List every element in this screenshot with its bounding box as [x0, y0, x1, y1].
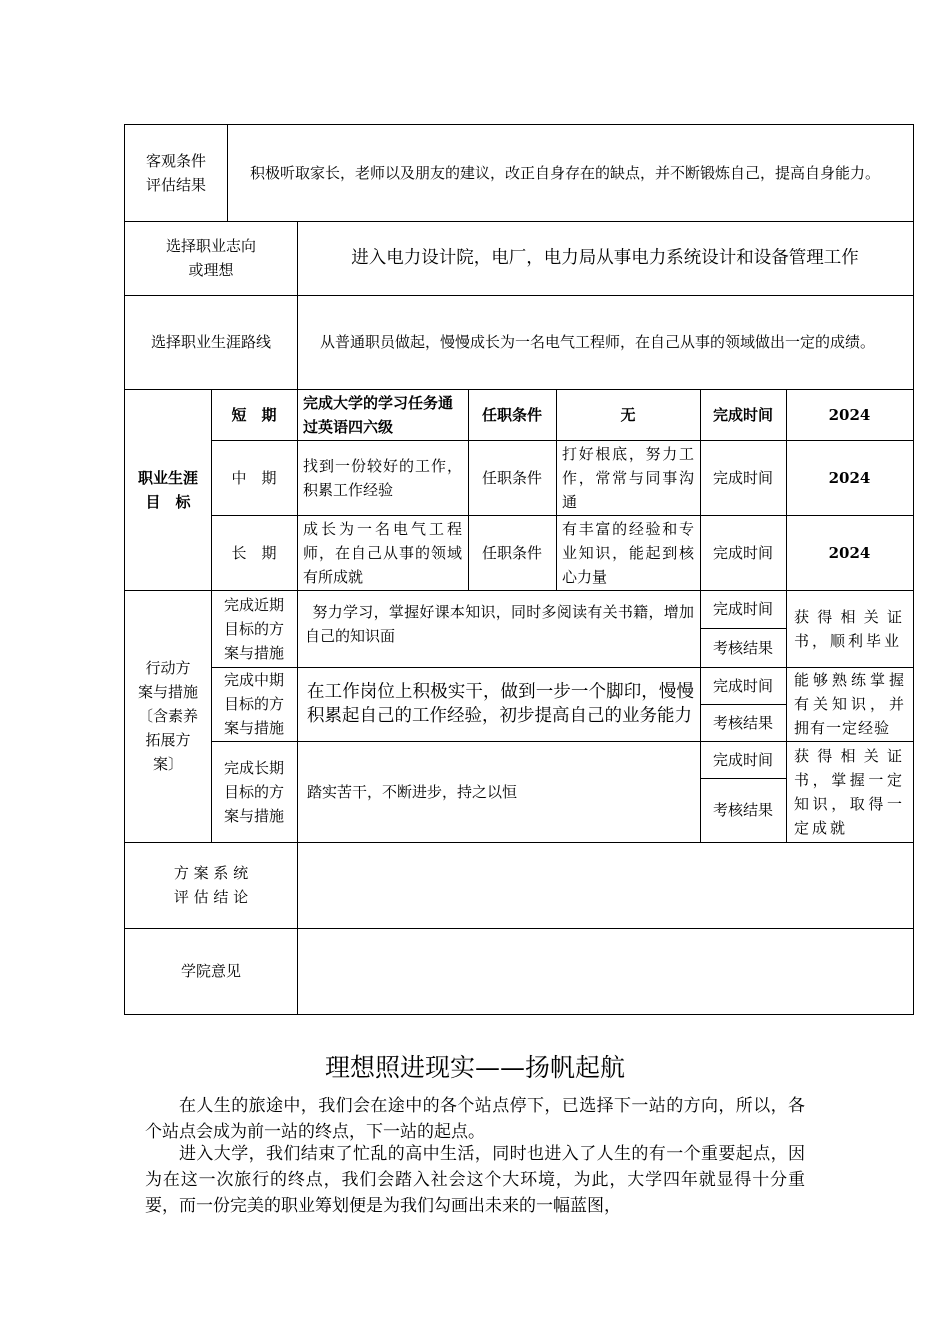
path-label: 选择职业生涯路线 [150, 333, 271, 351]
action-time-label: 完成时间 [712, 676, 773, 695]
goal-condition: 无 [620, 405, 636, 424]
action-time-label: 完成时间 [712, 600, 773, 618]
action-label: 行动方 案与措施 〔含素养 拓展方 案〕 [137, 659, 198, 773]
goal-term: 短 期 [231, 405, 277, 424]
action-result: 获得相关证书，顺利毕业 [794, 607, 905, 650]
goal-time: 2024 [828, 468, 871, 487]
action-review-label: 考核结果 [712, 638, 773, 657]
goal-time-label: 完成时间 [712, 543, 773, 562]
career-plan-table [124, 124, 914, 1015]
action-step-label: 完成长期 目标的方 案与措施 [223, 758, 284, 825]
goal-condition-label: 任职条件 [481, 405, 542, 424]
college-opinion-label: 学院意见 [180, 962, 241, 980]
essay-paragraph: 在人生的旅途中，我们会在途中的各个站点停下，已选择下一站的方向，所以，各个站点会成为前一站的终点，下一站的起点。 [145, 1096, 805, 1142]
action-step-text: 在工作岗位上积极实干，做到一步一个脚印，慢慢积累起自己的工作经验，初步提高自己的业务能力 [307, 682, 694, 726]
goal-time: 2024 [828, 543, 871, 562]
aspiration-label: 选择职业志向 或理想 [165, 237, 256, 279]
goal-time-label: 完成时间 [712, 468, 773, 487]
goal-content: 找到一份较好的工作，积累工作经验 [303, 456, 462, 499]
aspiration-text: 进入电力设计院，电厂，电力局从事电力系统设计和设备管理工作 [351, 248, 859, 268]
goal-content: 完成大学的学习任务通过英语四六级 [303, 393, 454, 436]
goal-time-label: 完成时间 [712, 405, 773, 424]
path-text: 从普通职员做起，慢慢成长为一名电气工程师，在自己从事的领域做出一定的成绩。 [320, 333, 876, 351]
action-result: 能够熟练掌握有关知识，并拥有一定经验 [794, 671, 905, 737]
action-step-text: 踏实苦干，不断进步，持之以恒 [307, 782, 518, 801]
goal-condition-label: 任职条件 [481, 468, 542, 487]
essay-title: 理想照进现实——扬帆起航 [324, 1053, 625, 1082]
goal-term: 长 期 [231, 543, 277, 562]
goal-time: 2024 [828, 405, 871, 424]
goal-condition: 打好根底，努力工作，常常与同事沟通 [562, 444, 694, 511]
goal-content: 成长为一名电气工程师，在自己从事的领域有所成就 [303, 519, 462, 586]
action-review-label: 考核结果 [712, 713, 773, 732]
action-review-label: 考核结果 [712, 801, 773, 819]
goal-term: 中 期 [231, 468, 277, 487]
college-opinion-text [297, 928, 913, 1014]
goals-label: 职业生涯 目 标 [137, 468, 198, 511]
goal-condition: 有丰富的经验和专业知识，能起到核心力量 [562, 519, 694, 586]
objective-text: 积极听取家长，老师以及朋友的建议，改正自身存在的缺点，并不断锻炼自己，提高自身能力。 [250, 164, 881, 182]
action-result: 获得相关证书，掌握一定知识，取得一定成就 [794, 746, 905, 837]
action-step-text: 努力学习，掌握好课本知识，同时多阅读有关书籍，增加自己的知识面 [305, 603, 694, 645]
objective-label: 客观条件 评估结果 [145, 152, 206, 194]
action-step-label: 完成中期 目标的方 案与措施 [223, 671, 284, 737]
goal-condition-label: 任职条件 [481, 543, 542, 562]
essay-paragraph: 进入大学，我们结束了忙乱的高中生活，同时也进入了人生的有一个重要起点，因为在这一次旅行的终点，我们会踏入社会这个大环境，为此，大学四年就显得十分重要，而一份完美的职业筹划便是为我们勾画出未来的一幅蓝图， [145, 1144, 805, 1216]
action-time-label: 完成时间 [712, 750, 773, 769]
action-step-label: 完成近期 目标的方 案与措施 [223, 595, 284, 662]
evaluation-label: 方 案 系 统 评 估 结 论 [173, 864, 249, 906]
evaluation-text [297, 842, 913, 928]
